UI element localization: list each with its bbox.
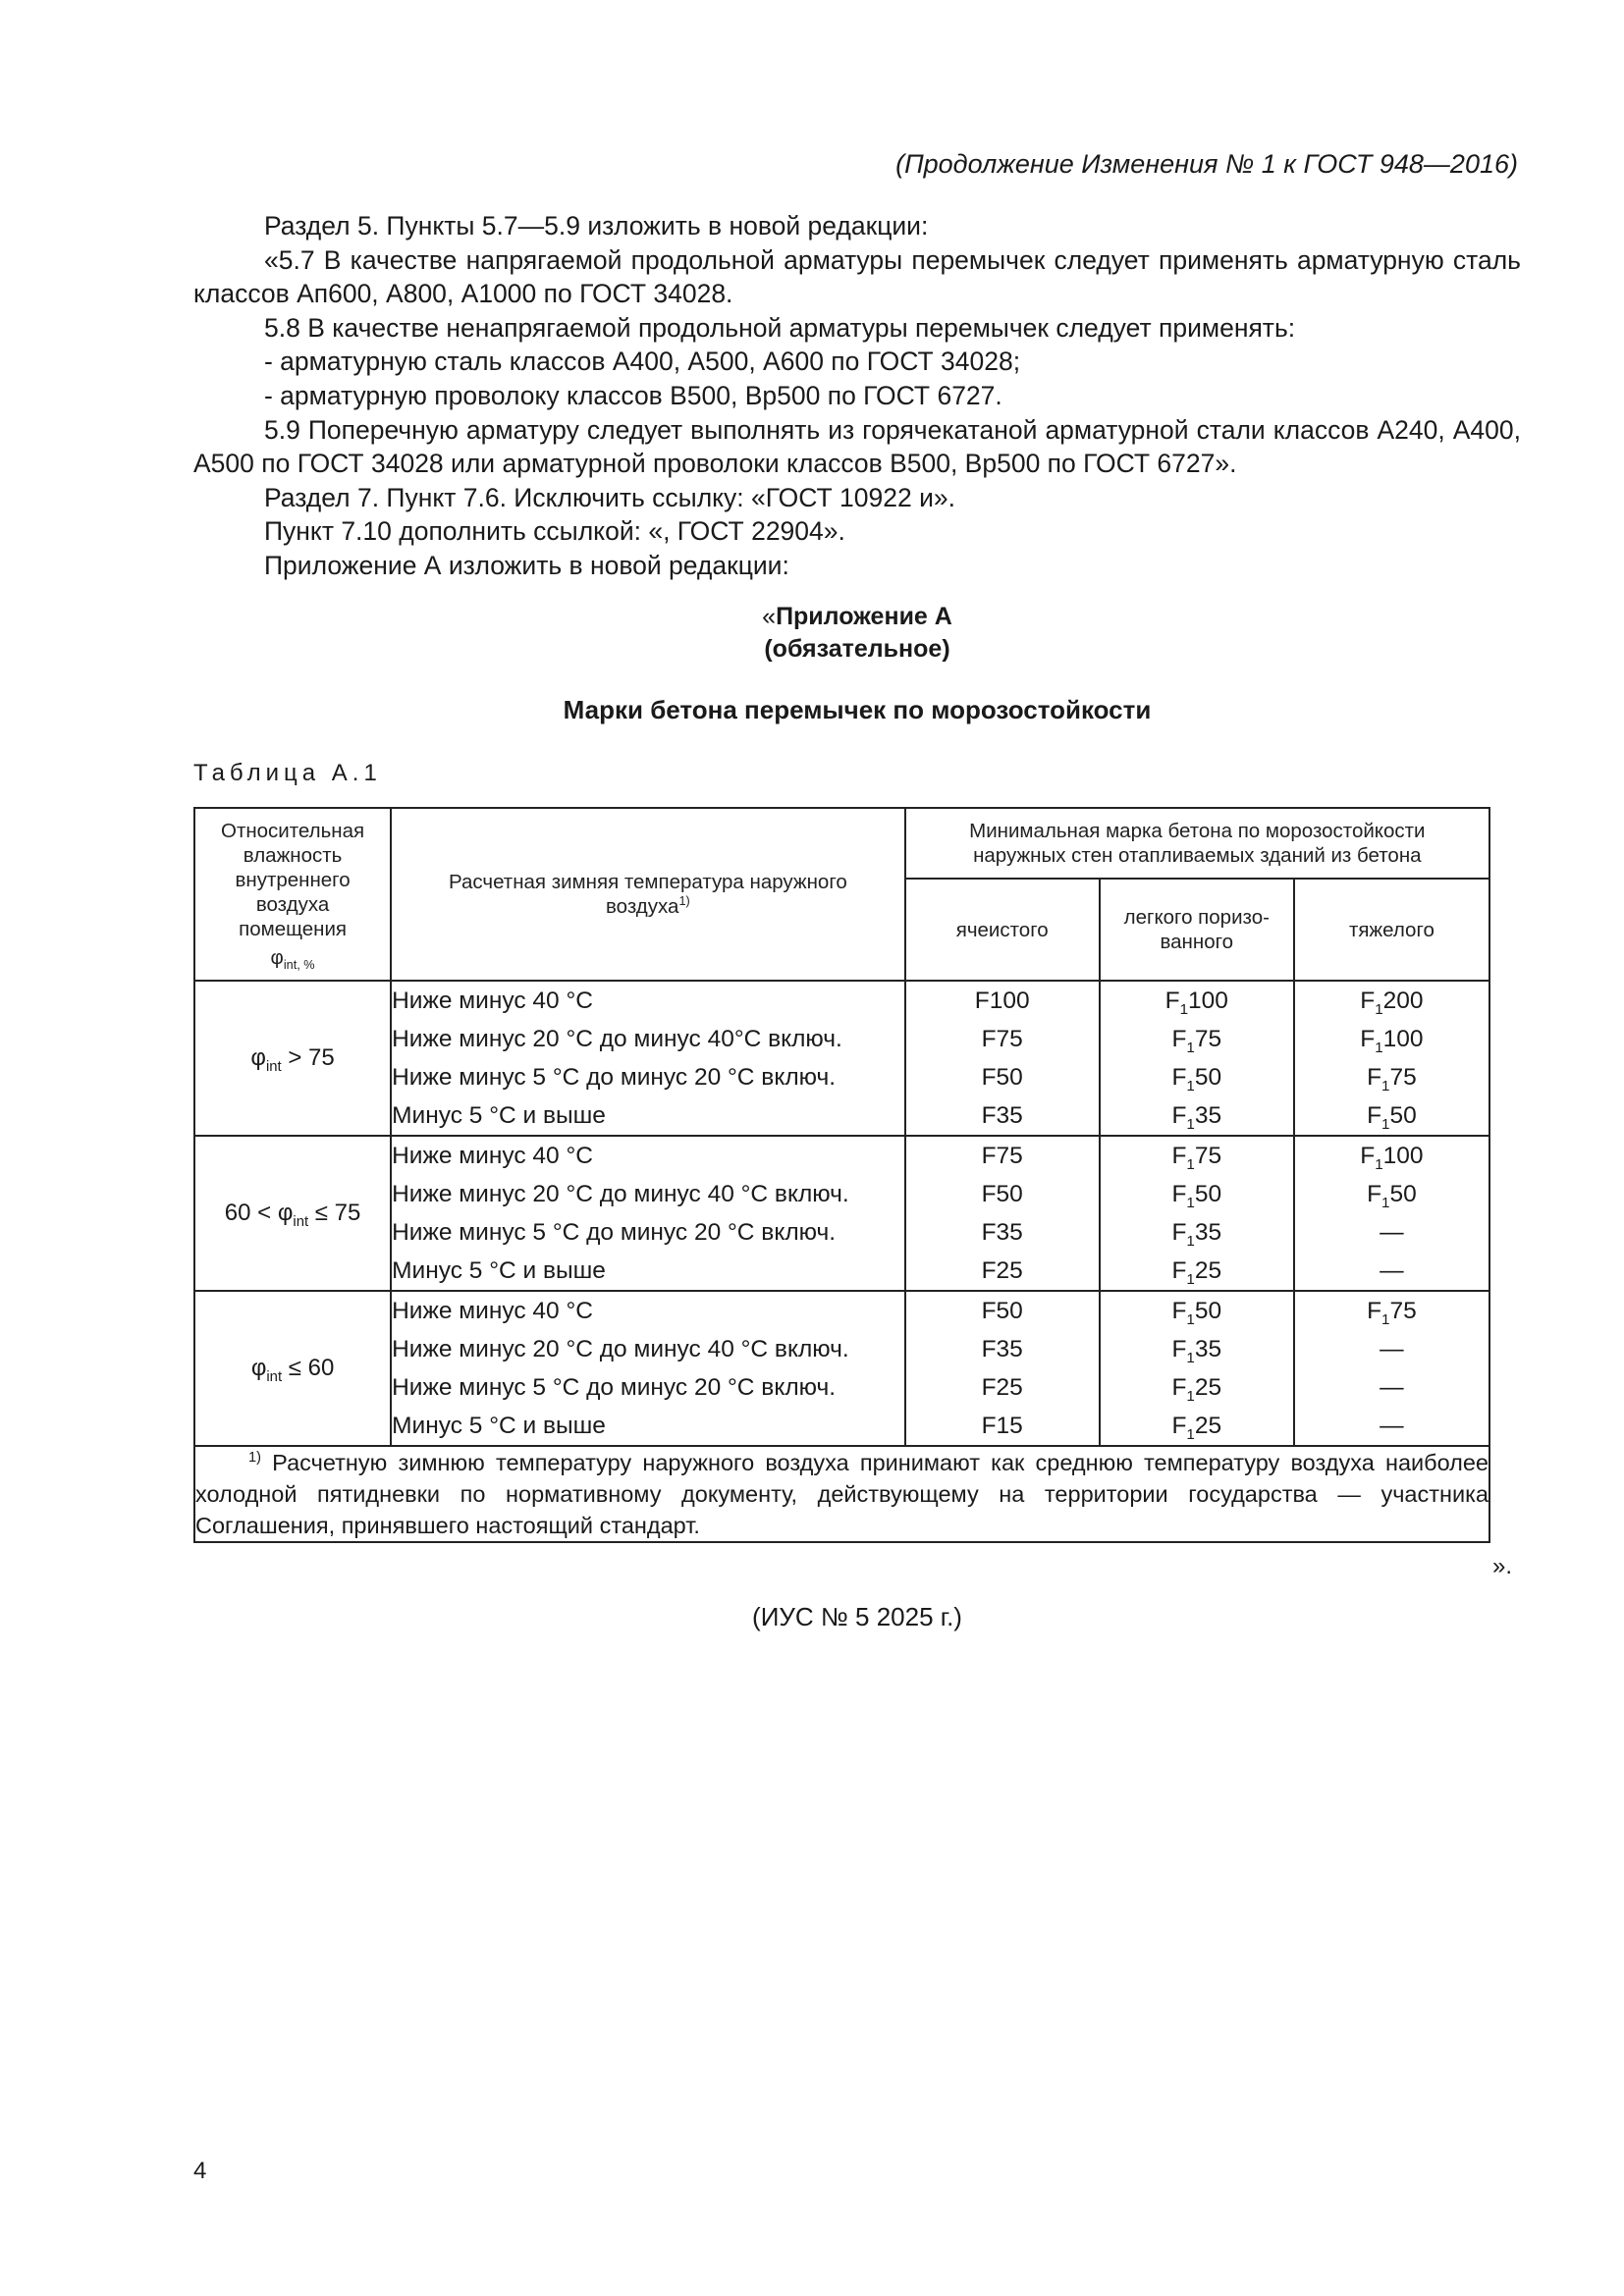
cellular-concrete-header: ячеистого [905, 879, 1100, 981]
grade-value: $F_1200$ [1360, 988, 1424, 1018]
temperature-range: Ниже минус 20 °С до минус 40°С включ. [392, 1026, 842, 1052]
grade-value: — [1380, 1374, 1404, 1401]
grade-value: F50 [981, 1064, 1023, 1091]
paragraph: Раздел 5. Пункты 5.7—5.9 изложить в новой редакции: [264, 211, 929, 240]
frost-resistance-table [193, 807, 1490, 1543]
grade-value: $F_135$ [1171, 1219, 1222, 1250]
grade-value: $F_125$ [1171, 1374, 1222, 1405]
cellular-grades [905, 981, 1100, 1136]
open-quote: « [762, 603, 777, 630]
humidity-column-header: Относительная влажность внутреннего воздуха помещения $\varphi_{int, \%}$ [194, 808, 391, 981]
grade-value: F25 [981, 1374, 1023, 1401]
appendix-status: (обязательное) [764, 635, 950, 663]
temperature-range: Минус 5 °С и выше [392, 1257, 606, 1284]
grade-value: F50 [981, 1298, 1023, 1324]
temperature-range: Ниже минус 20 °С до минус 40 °С включ. [392, 1336, 849, 1362]
humidity-condition: $\varphi_{int} > 75$ [194, 981, 391, 1136]
light-grades [1100, 1291, 1294, 1446]
min-grade-group-header: Минимальная марка бетона по морозостойкости наружных стен отапливаемых зданий из бетона [905, 808, 1489, 879]
paragraph: 5.9 Поперечную арматуру следует выполнять из горячекатаной арматурной стали классов А240, А400, А500 по ГОСТ 34028 или арматурной проволоки классов В500, Вр500 по ГОСТ 6727». [193, 414, 1521, 479]
grade-value: $F_1100$ [1360, 1143, 1424, 1173]
appendix-title: Приложение А [776, 603, 952, 630]
table-footnote [194, 1446, 1489, 1542]
paragraph: - арматурную проволоку классов В500, Вр500 по ГОСТ 6727. [264, 380, 1002, 410]
grade-value: $F_175$ [1171, 1143, 1222, 1173]
grade-value: F50 [981, 1181, 1023, 1207]
paragraph: «5.7 В качестве напрягаемой продольной арматуры перемычек следует применять арматурную сталь классов Ап600, А800, А1000 по ГОСТ 34028. [193, 244, 1521, 309]
grade-value: $F_150$ [1367, 1102, 1417, 1133]
humidity-group-row [194, 1136, 1489, 1291]
grade-value: — [1380, 1219, 1404, 1246]
grade-value: F25 [981, 1257, 1023, 1284]
table-title: Марки бетона перемычек по морозостойкости [563, 695, 1152, 724]
grade-value: $F_135$ [1171, 1336, 1222, 1366]
paragraph: - арматурную сталь классов А400, А500, А600 по ГОСТ 34028; [264, 347, 1021, 377]
light-concrete-header: легкого поризо-ванного [1100, 879, 1294, 981]
temperature-range: Ниже минус 5 °С до минус 20 °С включ. [392, 1064, 837, 1091]
grade-value: F35 [981, 1219, 1023, 1246]
grade-value: F75 [981, 1143, 1023, 1169]
grade-value: $F_175$ [1367, 1064, 1417, 1095]
grade-value: $F_175$ [1171, 1026, 1222, 1056]
paragraph: Раздел 7. Пункт 7.6. Исключить ссылку: «ГОСТ 10922 и». [264, 482, 956, 512]
temperature-range: Ниже минус 40 °С [392, 988, 593, 1014]
temperature-column-header: Расчетная зимняя температура наружного воздуха$^{1)}$ [391, 808, 905, 981]
heavy-grades [1294, 1291, 1489, 1446]
grade-value: F15 [981, 1413, 1023, 1439]
ius-reference: (ИУС № 5 2025 г.) [752, 1602, 962, 1631]
heavy-grades [1294, 981, 1489, 1136]
temperature-list [391, 981, 905, 1136]
humidity-condition: $\varphi_{int} \le 60$ [194, 1291, 391, 1446]
grade-value: $F_125$ [1171, 1257, 1222, 1288]
grade-value: F75 [981, 1026, 1023, 1052]
amendment-text [193, 209, 1521, 583]
temperature-range: Минус 5 °С и выше [392, 1413, 606, 1439]
page-number: 4 [193, 2158, 207, 2184]
table-label: Таблица А.1 [193, 760, 382, 786]
grade-value: $F_150$ [1171, 1064, 1222, 1095]
document-header: (Продолжение Изменения № 1 к ГОСТ 948—2016) [895, 149, 1518, 179]
heavy-concrete-header: тяжелого [1294, 879, 1489, 981]
cellular-grades [905, 1136, 1100, 1291]
grade-value: — [1380, 1257, 1404, 1284]
humidity-group-row [194, 1291, 1489, 1446]
grade-value: F35 [981, 1336, 1023, 1362]
paragraph: 5.8 В качестве ненапрягаемой продольной арматуры перемычек следует применять: [264, 312, 1296, 343]
temperature-list [391, 1136, 905, 1291]
grade-value: $F_175$ [1367, 1298, 1417, 1328]
temperature-range: Ниже минус 5 °С до минус 20 °С включ. [392, 1374, 837, 1401]
temperature-range: Ниже минус 20 °С до минус 40 °С включ. [392, 1181, 849, 1207]
temperature-range: Ниже минус 40 °С [392, 1143, 593, 1169]
grade-value: $F_150$ [1171, 1181, 1222, 1211]
temperature-range: Ниже минус 5 °С до минус 20 °С включ. [392, 1219, 837, 1246]
grade-value: $F_1100$ [1164, 988, 1228, 1018]
grade-value: $F_135$ [1171, 1102, 1222, 1133]
grade-value: $F_1100$ [1360, 1026, 1424, 1056]
grade-value: $F_150$ [1367, 1181, 1417, 1211]
grade-value: $F_125$ [1171, 1413, 1222, 1443]
heavy-grades [1294, 1136, 1489, 1291]
grade-value: $F_150$ [1171, 1298, 1222, 1328]
temperature-range: Ниже минус 40 °С [392, 1298, 593, 1324]
grade-value: F100 [974, 988, 1030, 1014]
grade-value: — [1380, 1413, 1404, 1439]
grade-value: — [1380, 1336, 1404, 1362]
closing-quote: ». [1492, 1553, 1513, 1579]
paragraph: Пункт 7.10 дополнить ссылкой: «, ГОСТ 22904». [264, 516, 845, 547]
light-grades [1100, 1136, 1294, 1291]
appendix-heading [193, 601, 1521, 666]
temperature-range: Минус 5 °С и выше [392, 1102, 606, 1129]
footnote-text: Расчетную зимнюю температуру наружного воздуха принимают как среднюю температуру воздуха наиболее холодной пятидневки по нормативному документу, действующему на территории государства — участника Соглашения, принявшего настоящий стандарт. [195, 1450, 1489, 1538]
footnote-mark: 1) [248, 1450, 261, 1467]
table-body [194, 981, 1489, 1446]
cellular-grades [905, 1291, 1100, 1446]
humidity-condition: $60 < \varphi_{int} \le 75$ [194, 1136, 391, 1291]
grade-value: F35 [981, 1102, 1023, 1129]
temperature-list [391, 1291, 905, 1446]
paragraph: Приложение А изложить в новой редакции: [264, 550, 789, 580]
humidity-group-row [194, 981, 1489, 1136]
light-grades [1100, 981, 1294, 1136]
